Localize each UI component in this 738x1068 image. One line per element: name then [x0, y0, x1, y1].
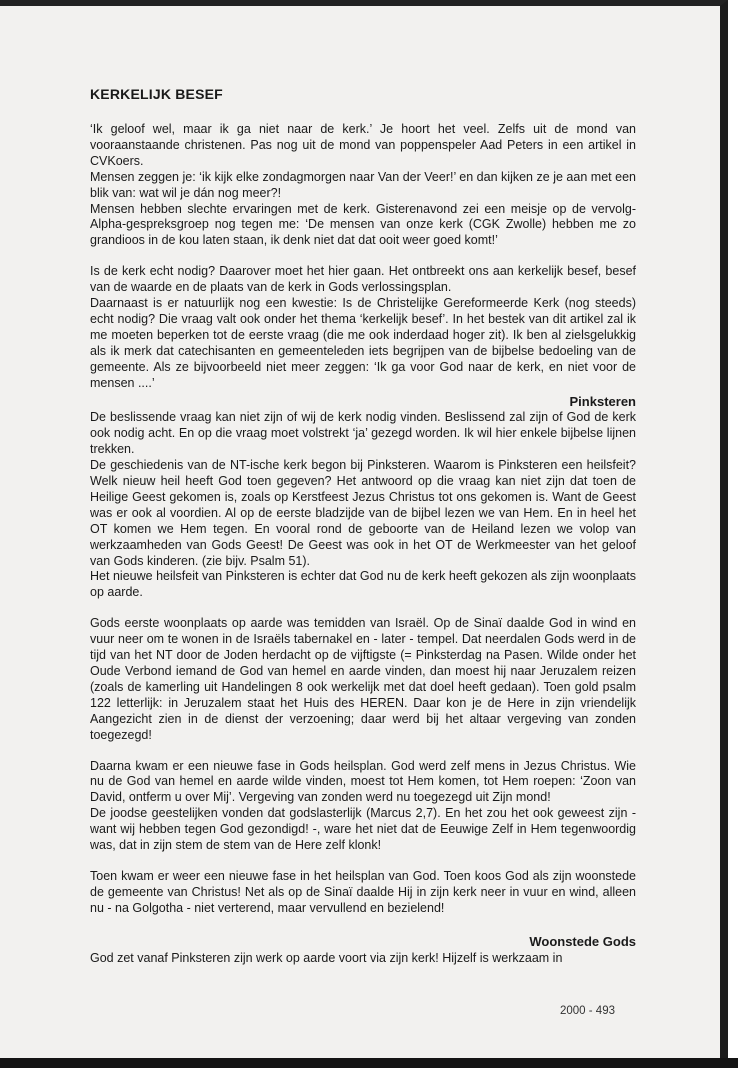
section-heading-pinksteren: Pinksteren — [569, 393, 636, 409]
paragraph-gap — [90, 249, 636, 264]
paragraph: Gods eerste woonplaats op aarde was temidden van Israël. Op de Sinaï daalde God in wind en vuur neer om te wonen in de Israëls tabernakel en - later - tempel. Dat neerdalen Gods werd in de tijd van het NT door de Joden herdacht op de vijftigste (= Pinksterdag na Pasen. Wilde onder het Oude Verbond iemand de God van hemel en aarde vinden, dan moest hij naar Jeruzalem reizen (zoals de kamerling uit Handelingen 8 ook werkelijk met dat doel heeft gedaan). Toen gold psalm 122 letterlijk: in Jeruzalem staat het Huis des HEREN. Daar kon je de Here in zijn vriendelijk Aangezicht zien in de dienst der verzoening; daar werd bij het altaar vergeving van zonden toegezegd! — [90, 616, 636, 742]
paragraph-gap — [90, 601, 636, 616]
article-title: KERKELIJK BESEF — [90, 86, 223, 102]
scan-bottom-edge — [0, 1058, 738, 1068]
article-body — [90, 86, 636, 967]
paragraph-gap — [90, 917, 636, 932]
paragraph: Daarna kwam er een nieuwe fase in Gods heilsplan. God werd zelf mens in Jezus Christus. Wie nu de God van hemel en aarde wilde vinden, moest tot Hem komen, tot Hem roepen: ‘Zoon van David, ontferm u over Mij’. Vergeving van zonden werd nu toegezegd uit Zijn mond! — [90, 758, 636, 805]
paragraph: De joodse geestelijken vonden dat godslasterlijk (Marcus 2,7). En het zou het ook geweest zijn - want wij hebben tegen God gezondigd! -, ware het niet dat de Eeuwige Zelf in Hem tegenwoordig was, dat in zijn stem de stem van de Here zelf klonk! — [90, 806, 636, 853]
page-number: 2000 - 493 — [560, 1005, 615, 1017]
paragraph: Mensen zeggen je: ‘ik kijk elke zondagmorgen naar Van der Veer!’ en dan kijken ze je aan met een blik van: wat wil je dán nog meer?! — [90, 169, 636, 200]
paragraph: ‘Ik geloof wel, maar ik ga niet naar de kerk.’ Je hoort het veel. Zelfs uit de mond van voorаanstaande christenen. Pas nog uit de mond van poppenspeler Aad Peters in een artikel in CVKoers. — [90, 122, 636, 168]
paragraph: Mensen hebben slechte ervaringen met de kerk. Gisterenavond zei een meisje op de vervolg-Alpha-gespreksgroep nog tegen me: ‘De mensen van onze kerk (CGK Zwolle) hebben me zo grandioos in de kou laten staan, ik denk niet dat dat ooit weer goed komt!’ — [90, 201, 636, 248]
paragraph: De beslissende vraag kan niet zijn of wij de kerk nodig vinden. Beslissend zal zijn of God de kerk ook nodig acht. En op die vraag moet volstrekt ‘ja’ gezegd worden. Ik wil hier enkele bijbelse lijnen trekken. — [90, 410, 636, 457]
paragraph: De geschiedenis van de NT-ische kerk begon bij Pinksteren. Waarom is Pinksteren een heilsfeit? Welk nieuw heil heeft God toen gegeven? Het antwoord op die vraag kan niet zijn dat toen de Heilige Geest gekomen is, zoals op Kerstfeest Jezus Christus tot ons gekomen is. Want de Geest was er ook al voordien. Al op de eerste bladzijde van de bijbel lezen we van Hem. En in heel het OT komen we Hem tegen. En vooral rond de geboorte van de Heiland lezen we volop van werkzaamheden van Gods Geest! De Geest was ook in het OT de Werkmeester van het geloof van Gods kinderen. (zie bijv. Psalm 51). — [90, 458, 636, 568]
paragraph-gap — [90, 854, 636, 869]
paragraph: Daarnaast is er natuurlijk nog een kwestie: Is de Christelijke Gereformeerde Kerk (nog steeds) echt nodig? Die vraag valt ook onder het thema ‘kerkelijk besef’. In het bestek van dit artikel zal ik me moeten beperken tot de eerste vraag (die me ook inderdaad hoger zit). Ik ben al zielsgelukkig als ik merk dat catechisanten en gemeenteleden iets begrijpen van de bijbelse bedoeling van de gemeente. Als ze bijvoorbeeld niet meer zeggen: ‘Ik ga voor God naar de kerk, en niet voor de mensen ....’ — [90, 296, 636, 390]
paragraph-gap — [90, 744, 636, 759]
paragraph: Het nieuwe heilsfeit van Pinksteren is echter dat God nu de kerk heeft gekozen als zijn woonplaats op aarde. — [90, 569, 636, 600]
paragraph: Is de kerk echt nodig? Daarover moet het hier gaan. Het ontbreekt ons aan kerkelijk besef, besef van de waarde en de plaats van de kerk in Gods verlossingsplan. — [90, 264, 636, 295]
paragraph: God zet vanaf Pinksteren zijn werk op aarde voort via zijn kerk! Hijzelf is werkzaam in — [90, 950, 563, 965]
section-heading-woonstede: Woonstede Gods — [529, 933, 636, 949]
paragraph: Toen kwam er weer een nieuwe fase in het heilsplan van God. Toen koos God als zijn woonstede de gemeente van Christus! Net als op de Sinaï daalde Hij in zijn kerk neer in vuur en wind, alleen nu - na Golgotha - niet verterend, maar vervullend en bezielend! — [90, 868, 636, 915]
